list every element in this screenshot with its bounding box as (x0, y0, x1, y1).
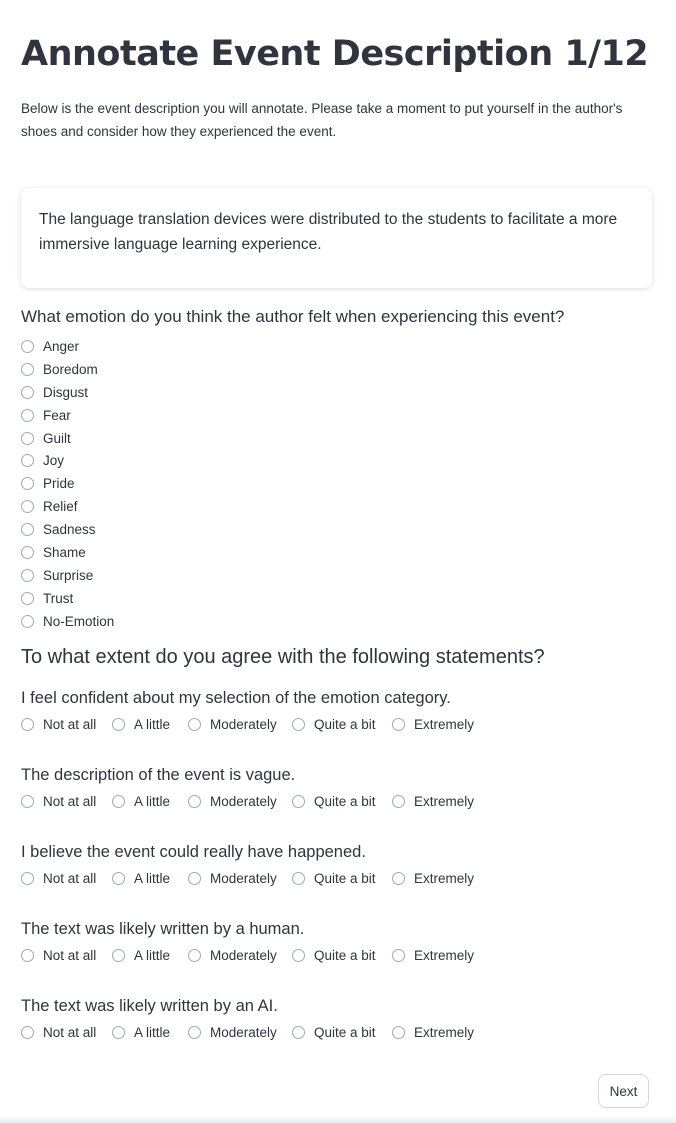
radio-button[interactable] (112, 1026, 125, 1039)
scale-option-moderately[interactable] (188, 946, 277, 964)
emotion-option-label: Disgust (43, 384, 89, 400)
emotion-option-relief[interactable] (21, 495, 114, 518)
radio-button[interactable] (21, 386, 34, 399)
scale-option-label: Quite a bit (314, 947, 376, 963)
scale-option-label: Quite a bit (314, 1024, 376, 1040)
emotion-option-label: Sadness (43, 522, 96, 538)
scale-option-moderately[interactable] (188, 1023, 277, 1041)
scale-option-label: A little (134, 793, 171, 809)
scale-option-label: Extremely (414, 793, 475, 809)
radio-button[interactable] (21, 363, 34, 376)
radio-button[interactable] (21, 795, 34, 808)
emotion-option-label: Joy (43, 453, 65, 469)
likert-scale (21, 792, 653, 810)
radio-button[interactable] (112, 872, 125, 885)
scale-option-label: Moderately (210, 716, 277, 732)
radio-button[interactable] (21, 546, 34, 559)
radio-button[interactable] (21, 949, 34, 962)
scale-option-label: Extremely (414, 947, 475, 963)
radio-button[interactable] (392, 795, 405, 808)
scale-option-extremely[interactable] (392, 715, 474, 733)
scale-option-label: Moderately (210, 1024, 277, 1040)
emotion-option-label: Fear (43, 407, 71, 423)
scale-option-not-at-all[interactable] (21, 792, 96, 810)
emotion-option-anger[interactable] (21, 335, 114, 358)
radio-button[interactable] (392, 1026, 405, 1039)
emotion-option-surprise[interactable] (21, 564, 114, 587)
scale-option-quite-a-bit[interactable] (292, 1023, 376, 1041)
emotion-option-label: Pride (43, 476, 75, 492)
statement-label: The text was likely written by a human. (21, 920, 305, 938)
radio-button[interactable] (188, 718, 201, 731)
radio-button[interactable] (392, 872, 405, 885)
scale-option-not-at-all[interactable] (21, 715, 96, 733)
radio-button[interactable] (21, 500, 34, 513)
likert-scale (21, 715, 653, 733)
emotion-option-label: Trust (43, 590, 74, 606)
emotion-option-no-emotion[interactable] (21, 610, 114, 633)
scale-option-not-at-all[interactable] (21, 1023, 96, 1041)
scale-option-a-little[interactable] (112, 869, 170, 887)
radio-button[interactable] (392, 718, 405, 731)
emotion-option-shame[interactable] (21, 541, 114, 564)
emotion-radio-group (21, 335, 114, 633)
scale-option-label: Quite a bit (314, 716, 376, 732)
scale-option-label: A little (134, 870, 171, 886)
scale-option-extremely[interactable] (392, 946, 474, 964)
statement-label: The description of the event is vague. (21, 766, 296, 784)
event-description-card (21, 188, 652, 288)
emotion-option-disgust[interactable] (21, 381, 114, 404)
scale-option-label: Not at all (43, 793, 97, 809)
scale-option-not-at-all[interactable] (21, 946, 96, 964)
scale-option-moderately[interactable] (188, 869, 277, 887)
scale-option-quite-a-bit[interactable] (292, 792, 376, 810)
scale-option-label: A little (134, 716, 171, 732)
statement-confidence (21, 687, 653, 732)
radio-button[interactable] (112, 795, 125, 808)
radio-button[interactable] (21, 477, 34, 490)
scale-option-extremely[interactable] (392, 792, 474, 810)
radio-button[interactable] (292, 795, 305, 808)
radio-button[interactable] (21, 454, 34, 467)
scale-option-label: Not at all (43, 1024, 97, 1040)
radio-button[interactable] (188, 795, 201, 808)
radio-button[interactable] (292, 718, 305, 731)
scale-option-a-little[interactable] (112, 1023, 170, 1041)
scale-option-label: Moderately (210, 870, 277, 886)
radio-button[interactable] (21, 872, 34, 885)
intro-text: Below is the event description you will annotate. Please take a moment to put yourself in the author's shoes and consider how they experienced the event. (21, 101, 623, 139)
likert-scale (21, 869, 653, 887)
scale-option-extremely[interactable] (392, 869, 474, 887)
radio-button[interactable] (188, 1026, 201, 1039)
agreement-heading: To what extent do you agree with the following statements? (21, 646, 545, 668)
scale-option-extremely[interactable] (392, 1023, 474, 1041)
emotion-option-sadness[interactable] (21, 518, 114, 541)
radio-button[interactable] (112, 949, 125, 962)
statement-label: I believe the event could really have happened. (21, 843, 366, 861)
scale-option-quite-a-bit[interactable] (292, 715, 376, 733)
emotion-question: What emotion do you think the author felt when experiencing this event? (21, 307, 565, 326)
radio-button[interactable] (392, 949, 405, 962)
scale-option-label: Moderately (210, 947, 277, 963)
emotion-option-joy[interactable] (21, 449, 114, 472)
scale-option-a-little[interactable] (112, 792, 170, 810)
radio-button[interactable] (21, 409, 34, 422)
emotion-option-label: Surprise (43, 567, 94, 583)
scale-option-label: A little (134, 947, 171, 963)
statement-ai-written (21, 995, 653, 1040)
likert-scale (21, 1023, 653, 1041)
emotion-option-fear[interactable] (21, 404, 114, 427)
scale-option-label: Not at all (43, 870, 97, 886)
radio-button[interactable] (292, 872, 305, 885)
radio-button[interactable] (21, 569, 34, 582)
radio-button[interactable] (292, 1026, 305, 1039)
next-button[interactable]: Next (598, 1074, 649, 1108)
statement-label: The text was likely written by an AI. (21, 997, 278, 1015)
scale-option-a-little[interactable] (112, 946, 170, 964)
radio-button[interactable] (21, 1026, 34, 1039)
scale-option-a-little[interactable] (112, 715, 170, 733)
radio-button[interactable] (21, 718, 34, 731)
emotion-option-boredom[interactable] (21, 358, 114, 381)
emotion-option-guilt[interactable] (21, 427, 114, 450)
scale-option-moderately[interactable] (188, 715, 277, 733)
scale-option-moderately[interactable] (188, 792, 277, 810)
likert-scale (21, 946, 653, 964)
statement-vague (21, 764, 653, 809)
scale-option-quite-a-bit[interactable] (292, 946, 376, 964)
scale-option-label: Not at all (43, 716, 97, 732)
emotion-option-label: No-Emotion (43, 613, 115, 629)
scale-option-label: Extremely (414, 716, 475, 732)
scale-option-label: Not at all (43, 947, 97, 963)
emotion-option-label: Relief (43, 499, 78, 515)
scale-option-not-at-all[interactable] (21, 869, 96, 887)
radio-button[interactable] (21, 523, 34, 536)
radio-button[interactable] (21, 432, 34, 445)
page-title: Annotate Event Description 1/12 (21, 34, 649, 74)
scale-option-label: Quite a bit (314, 870, 376, 886)
bottom-edge-shadow (0, 1115, 676, 1123)
radio-button[interactable] (292, 949, 305, 962)
radio-button[interactable] (21, 592, 34, 605)
radio-button[interactable] (188, 872, 201, 885)
emotion-option-pride[interactable] (21, 472, 114, 495)
event-description-text: The language translation devices were distributed to the students to facilitate a more immersive language learning experience. (39, 211, 618, 253)
radio-button[interactable] (21, 615, 34, 628)
emotion-option-label: Guilt (43, 430, 71, 446)
scale-option-quite-a-bit[interactable] (292, 869, 376, 887)
radio-button[interactable] (112, 718, 125, 731)
scale-option-label: Moderately (210, 793, 277, 809)
emotion-option-trust[interactable] (21, 587, 114, 610)
scale-option-label: Extremely (414, 870, 475, 886)
statement-label: I feel confident about my selection of the emotion category. (21, 689, 451, 707)
emotion-option-label: Boredom (43, 361, 98, 377)
scale-option-label: A little (134, 1024, 171, 1040)
scale-option-label: Extremely (414, 1024, 475, 1040)
radio-button[interactable] (188, 949, 201, 962)
radio-button[interactable] (21, 340, 34, 353)
emotion-option-label: Shame (43, 544, 86, 560)
emotion-option-label: Anger (43, 338, 80, 354)
scale-option-label: Quite a bit (314, 793, 376, 809)
statement-human-written (21, 918, 653, 963)
statement-plausible (21, 841, 653, 886)
